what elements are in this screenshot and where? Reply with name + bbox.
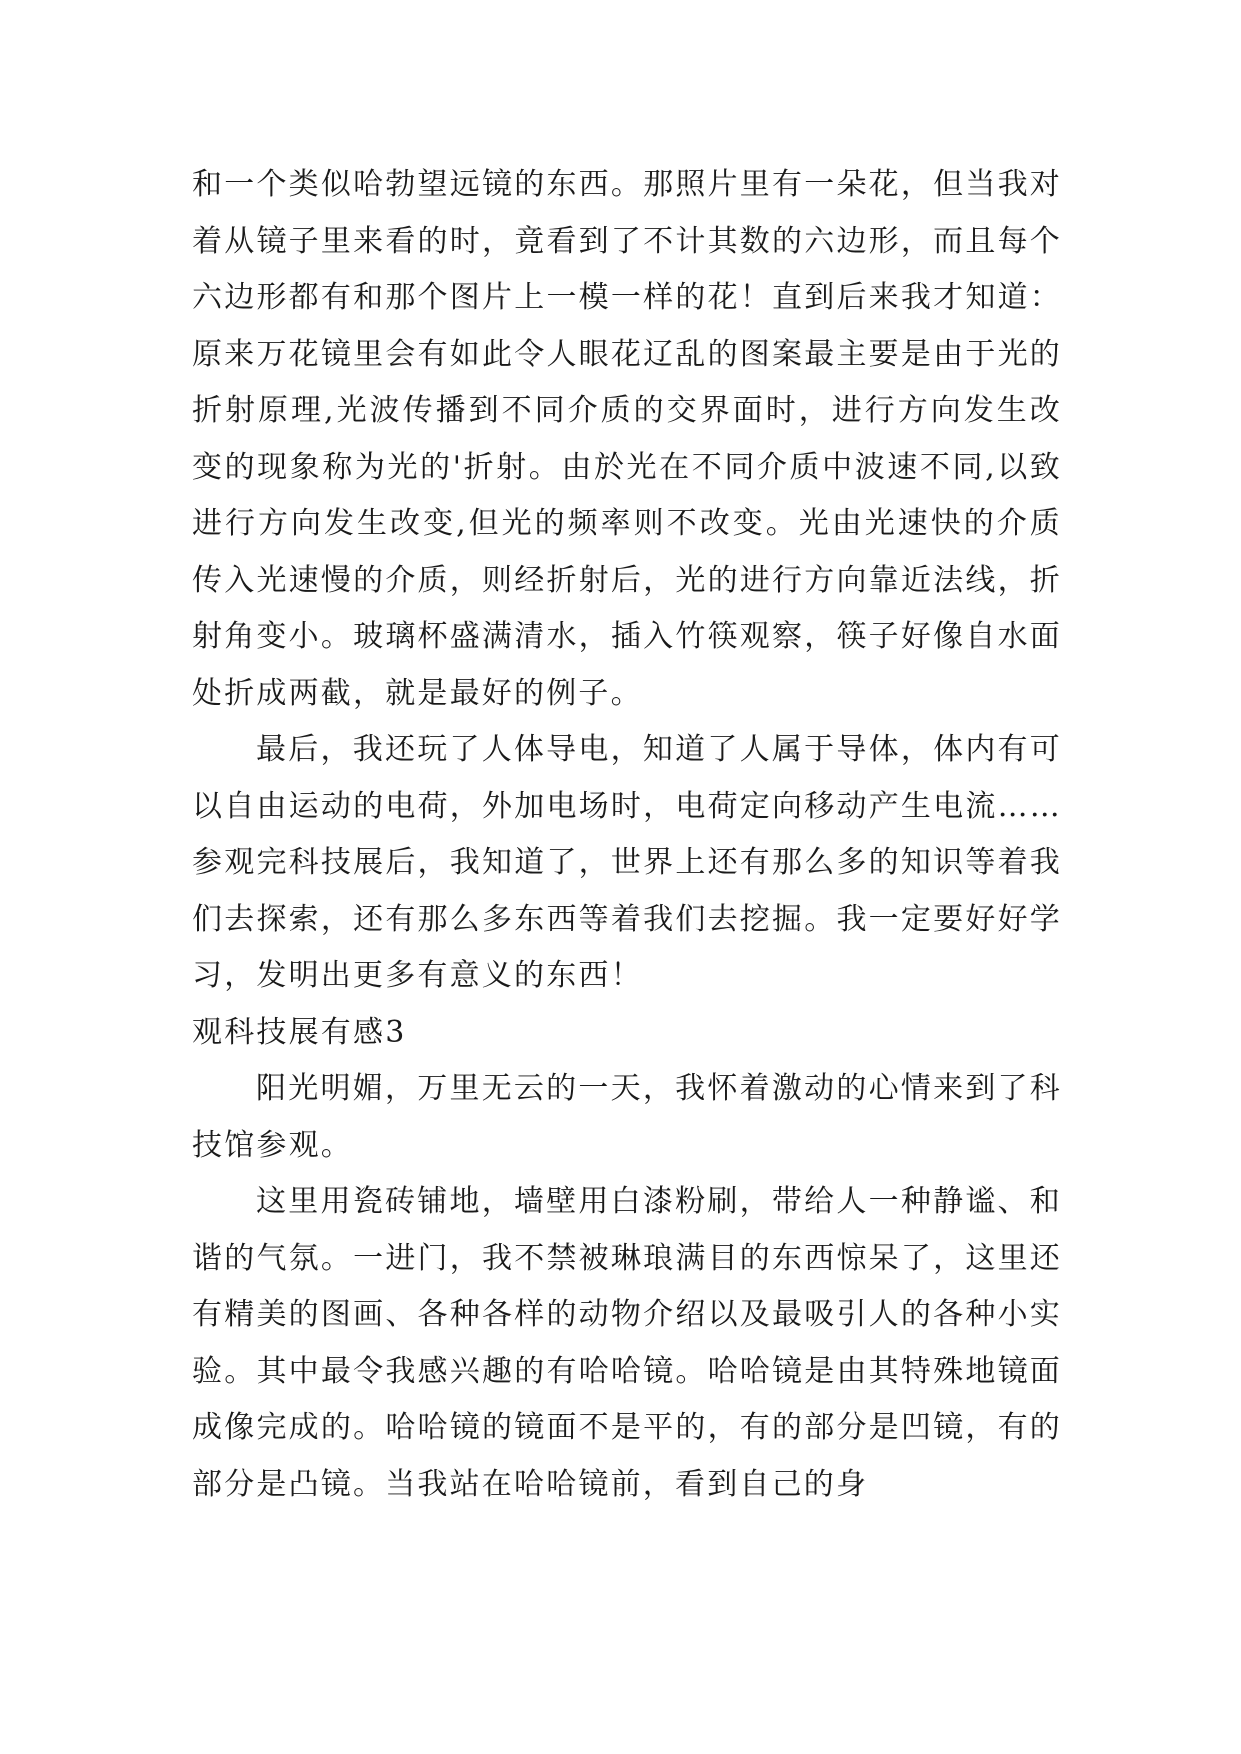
paragraph-refraction: 和一个类似哈勃望远镜的东西。那照片里有一朵花，但当我对着从镜子里来看的时，竟看到了不计其数的六边形，而且每个六边形都有和那个图片上一模一样的花！直到后来我才知道：原来万花镜里会有如此令人眼花辽乱的图案最主要是由于光的折射原理,光波传播到不同介质的交界面时，进行方向发生改变的现象称为光的'折射。由於光在不同介质中波速不同,以致进行方向发生改变,但光的频率则不改变。光由光速快的介质传入光速慢的介质，则经折射后，光的进行方向靠近法线，折射角变小。玻璃杯盛满清水，插入竹筷观察，筷子好像自水面处折成两截，就是最好的例子。 bbox=[192, 167, 1062, 711]
paragraph-conclusion: 最后，我还玩了人体导电，知道了人属于导体，体内有可以自由运动的电荷，外加电场时，电荷定向移动产生电流…… 参观完科技展后，我知道了，世界上还有那么多的知识等着我们去探索，还有那么多东西等着我们去挖掘。我一定要好好学习，发明出更多有意义的东西！ bbox=[192, 732, 1062, 993]
paragraph-funhouse-mirror: 这里用瓷砖铺地，墙壁用白漆粉刷，带给人一种静谧、和谐的气氛。一进门，我不禁被琳琅满目的东西惊呆了，这里还有精美的图画、各种各样的动物介绍以及最吸引人的各种小实验。其中最令我感兴趣的有哈哈镜。哈哈镜是由其特殊地镜面成像完成的。哈哈镜的镜面不是平的，有的部分是凹镜，有的部分是凸镜。当我站在哈哈镜前，看到自己的身 bbox=[192, 1184, 1062, 1502]
section-title: 观科技展有感3 bbox=[192, 1014, 407, 1050]
document-body bbox=[192, 157, 1062, 1513]
paragraph-arrival: 阳光明媚，万里无云的一天，我怀着激动的心情来到了科技馆参观。 bbox=[192, 1071, 1062, 1163]
